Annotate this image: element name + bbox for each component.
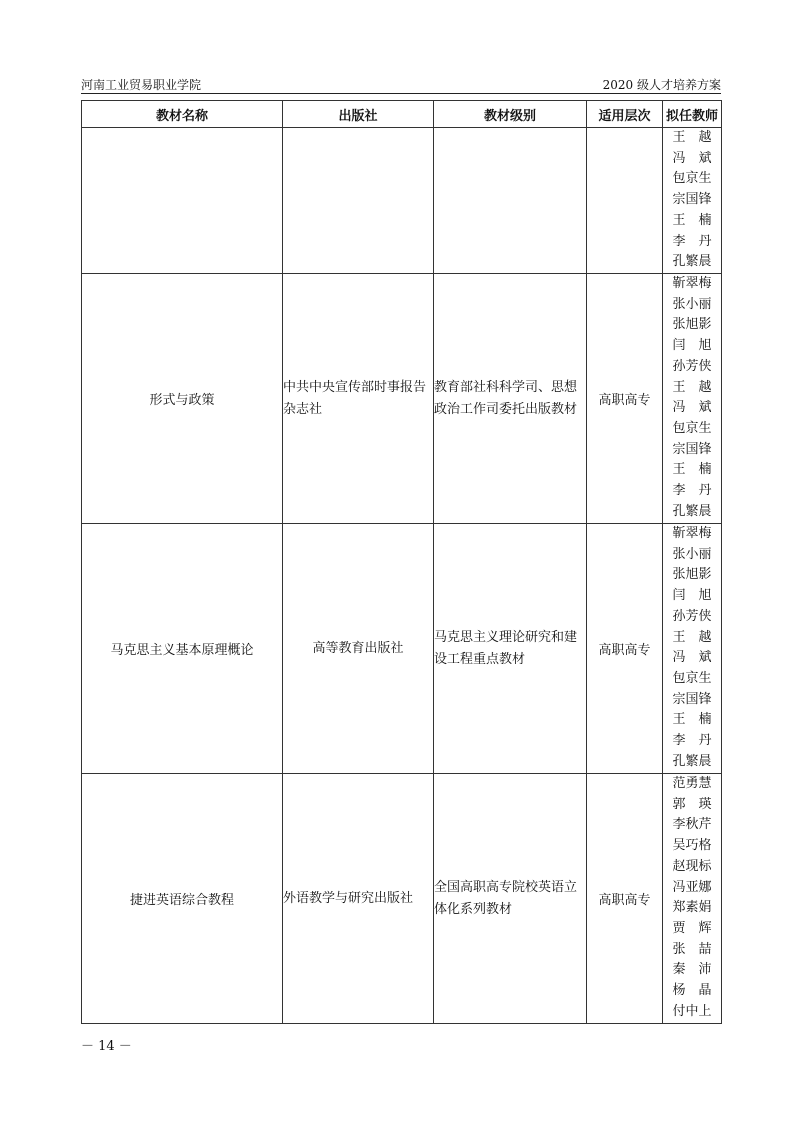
teachers-cell: [663, 128, 722, 274]
column-header: 适用层次: [587, 101, 663, 128]
teacher-name: 李 丹: [672, 733, 712, 749]
teacher-name: 李 丹: [672, 233, 712, 249]
column-header: 教材名称: [82, 101, 283, 128]
teacher-name: 宗国锋: [672, 691, 712, 707]
teacher-name: 冯亚娜: [672, 879, 712, 895]
column-header: 教材级别: [434, 101, 587, 128]
teacher-name: 孔繁晨: [672, 753, 712, 769]
publisher-cell: [283, 128, 434, 274]
teacher-name: 冯 斌: [672, 150, 712, 166]
teacher-name: 张 喆: [672, 941, 712, 957]
teacher-name: 王 楠: [672, 212, 712, 228]
textbook-name-cell: 捷进英语综合教程: [82, 774, 283, 1024]
publisher-cell: 外语教学与研究出版社: [283, 774, 434, 1024]
header-rule: [81, 93, 721, 94]
teacher-name: 闫 旭: [672, 588, 712, 604]
teacher-name: 秦 沛: [672, 962, 712, 978]
teacher-name: 贾 辉: [672, 920, 712, 936]
teacher-name: 张旭影: [672, 317, 712, 333]
teacher-name: 靳翠梅: [672, 526, 712, 541]
teacher-name: 郑素娟: [672, 900, 712, 916]
teachers-cell: [663, 774, 722, 1024]
teacher-name: 包京生: [672, 420, 712, 436]
teacher-name: 包京生: [672, 670, 712, 686]
teacher-name: 王 楠: [672, 462, 712, 478]
applicable-level-cell: [587, 128, 663, 274]
textbook-level-cell: 教育部社科科学司、思想政治工作司委托出版教材: [434, 274, 587, 524]
header-school-name: 河南工业贸易职业学院: [81, 78, 202, 92]
header-document-title: 2020 级人才培养方案: [602, 78, 721, 92]
teacher-name: 范勇慧: [672, 776, 712, 791]
teacher-name: 赵现标: [672, 858, 712, 874]
teacher-name: 王 越: [672, 130, 712, 145]
teacher-name: 包京生: [672, 171, 712, 187]
teacher-name: 杨 晶: [672, 983, 712, 999]
table-header-row: [82, 101, 722, 128]
teacher-name: 王 越: [672, 629, 712, 645]
teacher-name: 付中上: [672, 1003, 712, 1019]
teacher-name: 孙芳侠: [672, 608, 712, 624]
applicable-level-cell: 高职高专: [587, 774, 663, 1024]
teacher-name: 王 楠: [672, 712, 712, 728]
table-row: [82, 274, 722, 524]
teacher-name: 靳翠梅: [672, 276, 712, 291]
publisher-cell: 高等教育出版社: [283, 524, 434, 774]
teacher-name: 王 越: [672, 379, 712, 395]
column-header: 出版社: [283, 101, 434, 128]
teacher-name: 吴巧格: [672, 838, 712, 854]
publisher-cell: 中共中央宣传部时事报告杂志社: [283, 274, 434, 524]
textbook-level-cell: [434, 128, 587, 274]
teacher-name: 张小丽: [672, 546, 712, 562]
textbook-level-cell: 马克思主义理论研究和建设工程重点教材: [434, 524, 587, 774]
teacher-name: 宗国锋: [672, 192, 712, 208]
teacher-name: 冯 斌: [672, 650, 712, 666]
textbook-name-cell: 形式与政策: [82, 274, 283, 524]
teacher-name: 李秋芹: [672, 817, 712, 833]
teachers-cell: [663, 524, 722, 774]
page-number: － 14 －: [81, 1039, 132, 1054]
teacher-name: 李 丹: [672, 483, 712, 499]
teacher-name: 张小丽: [672, 296, 712, 312]
teacher-name: 闫 旭: [672, 338, 712, 354]
applicable-level-cell: 高职高专: [587, 524, 663, 774]
teacher-name: 孔繁晨: [672, 254, 712, 270]
textbook-name-cell: [82, 128, 283, 274]
applicable-level-cell: 高职高专: [587, 274, 663, 524]
textbook-level-cell: 全国高职高专院校英语立体化系列教材: [434, 774, 587, 1024]
teacher-name: 宗国锋: [672, 441, 712, 457]
table-row: [82, 524, 722, 774]
teacher-name: 郭 瑛: [672, 796, 712, 812]
teachers-cell: [663, 274, 722, 524]
table-row: [82, 774, 722, 1024]
teacher-name: 孔繁晨: [672, 503, 712, 519]
teacher-name: 孙芳侠: [672, 358, 712, 374]
table-row: [82, 128, 722, 274]
teacher-name: 冯 斌: [672, 400, 712, 416]
textbook-name-cell: 马克思主义基本原理概论: [82, 524, 283, 774]
teacher-name: 张旭影: [672, 567, 712, 583]
page-header: [81, 76, 721, 98]
textbook-table: [81, 100, 722, 1024]
column-header: 拟任教师: [663, 101, 722, 128]
